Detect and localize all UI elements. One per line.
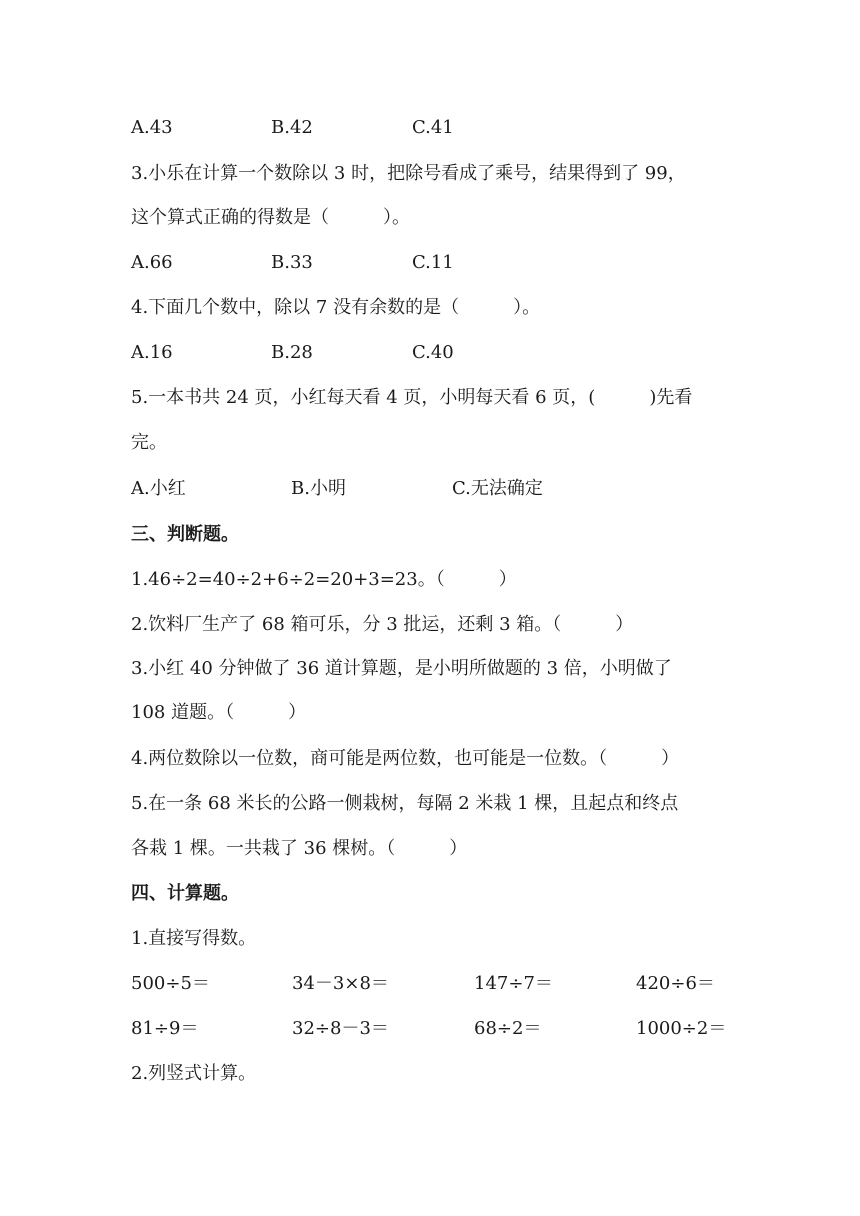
calc-r2-c1: 81÷9＝ [131, 1018, 199, 1039]
judge-item-1: 1.46÷2=40÷2+6÷2=20+3=23。（ ） [131, 569, 517, 590]
q3-option-c: C.11 [412, 252, 454, 273]
judge-item-4: 4.两位数除以一位数，商可能是两位数，也可能是一位数。（ ） [131, 748, 680, 769]
judge-item-5-line-1: 5.在一条 68 米长的公路一侧栽树，每隔 2 米栽 1 棵，且起点和终点 [131, 793, 679, 814]
calc-r2-c2: 32÷8－3＝ [292, 1018, 389, 1039]
q5-option-c: C.无法确定 [452, 478, 543, 499]
judge-item-3-line-2: 108 道题。（ ） [131, 702, 307, 723]
calc-r1-c2: 34－3×8＝ [292, 973, 389, 994]
calc-r1-c3: 147÷7＝ [474, 973, 553, 994]
q5-line-1: 5.一本书共 24 页，小红每天看 4 页，小明每天看 6 页，( )先看 [131, 387, 693, 408]
q5-option-b: B.小明 [291, 478, 346, 499]
calc-r2-c4: 1000÷2＝ [636, 1018, 727, 1039]
q3-option-b: B.33 [271, 252, 313, 273]
calc-r1-c1: 500÷5＝ [131, 973, 210, 994]
section-4-heading: 四、计算题。 [131, 883, 239, 904]
q4-option-b: B.28 [271, 342, 313, 363]
q4-option-c: C.40 [412, 342, 454, 363]
calc-r2-c3: 68÷2＝ [474, 1018, 542, 1039]
q4-line-1: 4.下面几个数中，除以 7 没有余数的是（ ）。 [131, 297, 541, 318]
calc-r1-c4: 420÷6＝ [636, 973, 715, 994]
q2-option-c: C.41 [412, 117, 454, 138]
q3-line-2: 这个算式正确的得数是（ ）。 [131, 207, 410, 228]
q5-option-a: A.小红 [131, 478, 186, 499]
q3-option-a: A.66 [131, 252, 173, 273]
judge-item-2: 2.饮料厂生产了 68 箱可乐，分 3 批运，还剩 3 箱。（ ） [131, 614, 634, 635]
q4-option-a: A.16 [131, 342, 173, 363]
q2-option-b: B.42 [271, 117, 313, 138]
q5-line-2: 完。 [131, 432, 167, 453]
calc-sub-1: 1.直接写得数。 [131, 928, 257, 949]
calc-sub-2: 2.列竖式计算。 [131, 1063, 257, 1084]
judge-item-3-line-1: 3.小红 40 分钟做了 36 道计算题，是小明所做题的 3 倍，小明做了 [131, 658, 672, 679]
judge-item-5-line-2: 各栽 1 棵。一共栽了 36 棵树。（ ） [131, 838, 468, 859]
q3-line-1: 3.小乐在计算一个数除以 3 时，把除号看成了乘号，结果得到了 99， [131, 163, 686, 184]
section-3-heading: 三、判断题。 [131, 524, 239, 545]
q2-option-a: A.43 [131, 117, 173, 138]
